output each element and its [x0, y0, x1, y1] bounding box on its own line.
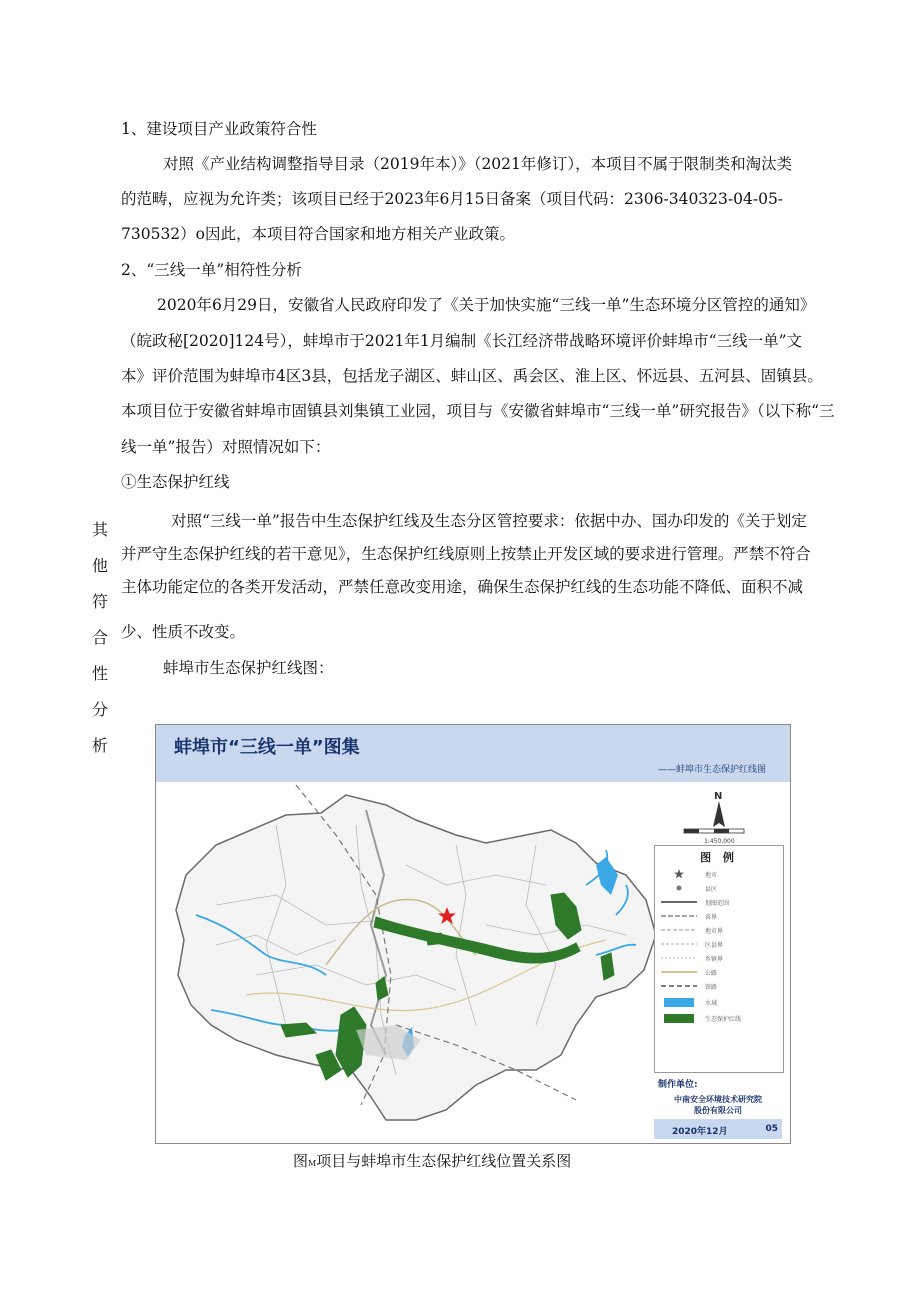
side-label-char: 性 — [92, 664, 109, 683]
legend-item: 乡镇界 — [705, 955, 724, 963]
legend-item: 划图范围 — [705, 899, 730, 907]
figure-caption — [293, 1151, 571, 1174]
county-symbol-icon — [675, 884, 683, 892]
caption-text: 项目与蚌埠市生态保护红线位置关系图 — [316, 1152, 572, 1170]
city-symbol-icon — [674, 869, 684, 879]
caption-subscript: M — [308, 1159, 317, 1168]
legend-title: 图 例 — [700, 851, 738, 864]
subsection-heading: ①生态保护红线 — [121, 473, 230, 491]
map-maker — [654, 1077, 782, 1117]
redline-swatch — [664, 1014, 694, 1023]
section1-heading: 1、建设项目产业政策符合性 — [121, 120, 317, 138]
north-label: N — [714, 791, 723, 802]
map-date: 2020年12月 — [672, 1127, 728, 1137]
legend-item: 地市界 — [705, 927, 724, 935]
city-boundary — [176, 795, 656, 1120]
section2-line-1: 2020年6月29日，安徽省人民政府印发了《关于加快实施“三线一单”生态环境分区管控的通知》 — [157, 296, 816, 314]
north-arrow — [676, 787, 756, 842]
maker-name-line-2: 股份有限公司 — [694, 1106, 742, 1115]
legend-item: 公路 — [705, 969, 718, 977]
side-label-char: 符 — [92, 592, 109, 611]
section2-heading: 2、“三线一单”相符性分析 — [121, 261, 302, 279]
side-label-char: 其 — [92, 520, 109, 539]
map-scale: 1:450,000 — [704, 838, 735, 845]
subsection-line-4: 少、性质不改变。 — [121, 623, 246, 641]
maker-label: 制作单位: — [658, 1080, 698, 1090]
subsection-line-2: 并严守生态保护红线的若干意见》，生态保护红线原则上按禁止开发区域的要求进行管理。严禁不符合 — [121, 545, 811, 563]
legend-item: 省界 — [705, 913, 718, 921]
subsection-line-1: 对照“三线一单”报告中生态保护红线及生态分区管控要求：依据中办、国办印发的《关于划定 — [171, 512, 807, 530]
map-intro: 蚌埠市生态保护红线图： — [163, 659, 334, 677]
map-subtitle: ——蚌埠市生态保护红线图 — [657, 765, 766, 775]
maker-name-line-1: 中南安全环境技术研究院 — [674, 1095, 762, 1104]
ecological-redline-map — [155, 724, 791, 1144]
map-title: 蚌埠市“三线一单”图集 — [174, 737, 360, 758]
section2-line-4: 本项目位于安徽省蚌埠市固镇县刘集镇工业园，项目与《安徽省蚌埠市“三线一单”研究报告》（以下称“三 — [121, 402, 835, 420]
side-label-char: 析 — [92, 736, 109, 755]
section1-line-2: 的范畴，应视为允许类；该项目已经于2023年6月15日备案（项目代码：2306-340323-04-05- — [121, 190, 784, 208]
subsection-line-3: 主体功能定位的各类开发活动，严禁任意改变用途，确保生态保护红线的生态功能不降低、面积不减 — [121, 578, 804, 596]
legend-item: 生态保护红线 — [661, 1012, 741, 1024]
water-swatch — [664, 998, 694, 1007]
compass-icon — [676, 787, 756, 842]
section2-line-2: （皖政秘[2020]124号），蚌埠市于2021年1月编制《长江经济带战略环境评价蚌埠市“三线一单”文 — [121, 332, 803, 350]
caption-prefix: 图 — [293, 1152, 309, 1170]
map-legend — [654, 845, 784, 1073]
map-date-box — [654, 1119, 782, 1139]
legend-item: 铁路 — [705, 983, 718, 991]
section1-line-3: 730532）o因此，本项目符合国家和地方相关产业政策。 — [121, 225, 516, 243]
side-label-char: 分 — [92, 700, 109, 719]
legend-item: 区县界 — [705, 941, 724, 949]
section2-line-5: 线一单”报告）对照情况如下： — [121, 438, 331, 456]
map-page-number: 05 — [765, 1124, 778, 1134]
side-label-char: 合 — [92, 628, 109, 647]
legend-item: 县区 — [661, 882, 717, 894]
side-label-char: 他 — [92, 556, 109, 575]
section1-line-1: 对照《产业结构调整指导目录（2019年本）》（2021年修订），本项目不属于限制类和淘汰类 — [163, 155, 793, 173]
section2-line-3: 本》评价范围为蚌埠市4区3县，包括龙子湖区、蚌山区、禹会区、淮上区、怀远县、五河县、固镇县。 — [121, 367, 823, 385]
legend-item: 地市 — [661, 868, 717, 880]
legend-item: 水域 — [661, 996, 717, 1008]
